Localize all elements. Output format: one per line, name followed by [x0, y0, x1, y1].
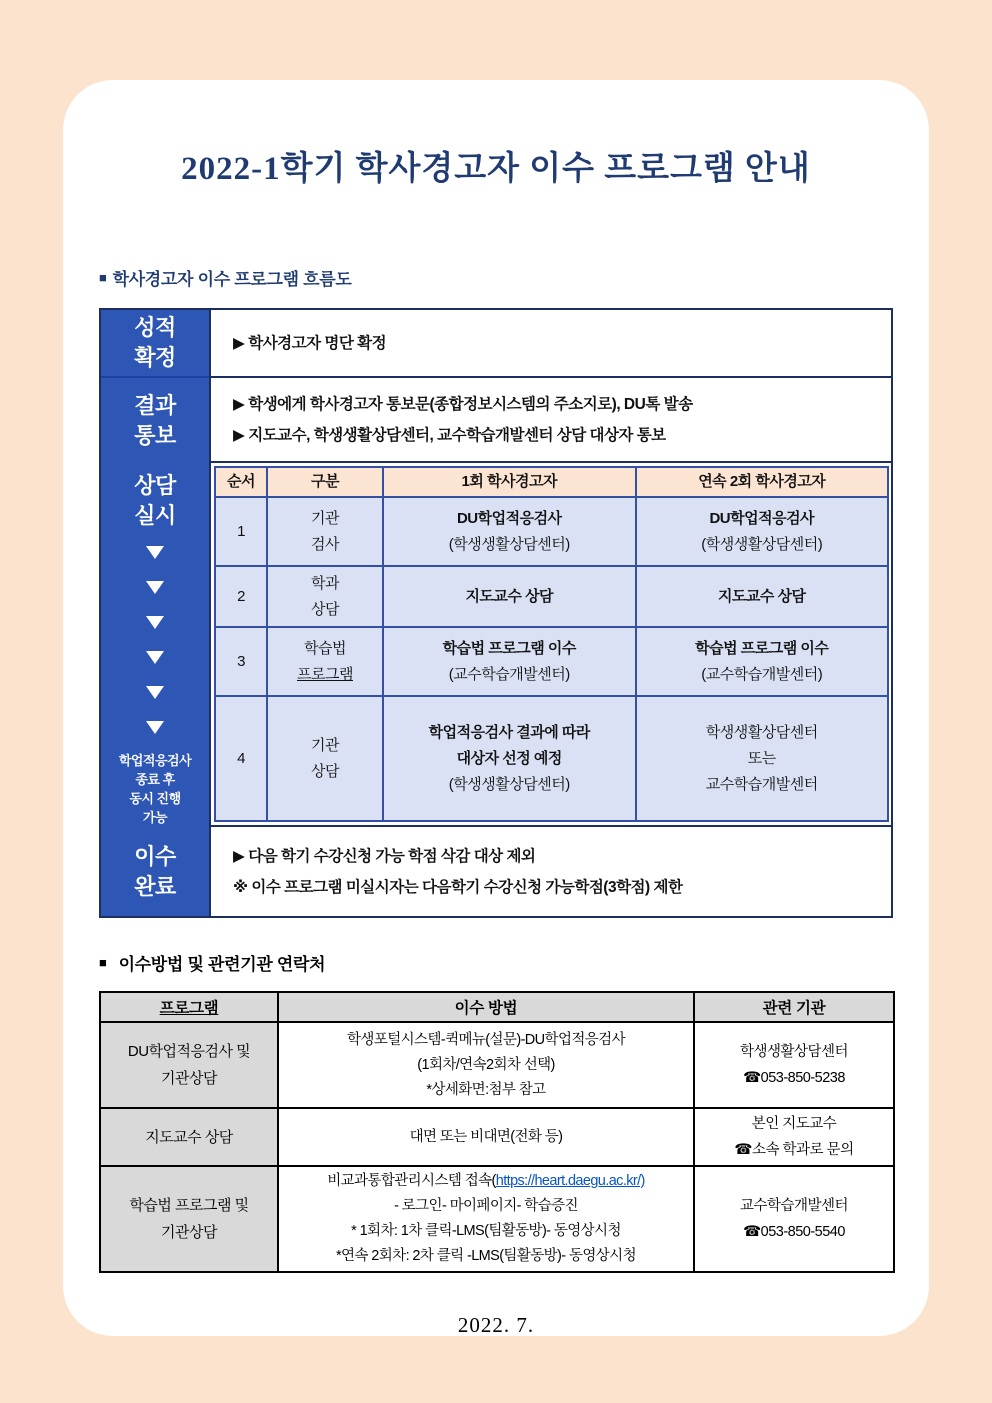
table-row: [216, 628, 887, 697]
organization-cell: [694, 1166, 894, 1272]
down-arrow-icon: [146, 686, 164, 699]
stage-note-line: 종료 후: [135, 772, 175, 787]
cell-line: (학생생활상담센터): [701, 535, 823, 553]
phone-line: ☎053-850-5540: [743, 1224, 845, 1240]
column-header: 구분: [268, 468, 384, 498]
second-warning-cell: [637, 567, 888, 628]
row-number: 4: [216, 697, 268, 820]
stage-grade-confirm: [101, 310, 209, 378]
cell-line: 학생포털시스템-퀵메뉴(설문)-DU학업적응검사: [347, 1031, 625, 1048]
cell-line: (1회차/연속2회차 선택): [417, 1056, 555, 1073]
cell-line: 대면 또는 비대면(전화 등): [409, 1128, 563, 1145]
stage-counseling: [101, 463, 209, 827]
stage-note-line: 가능: [142, 810, 168, 825]
first-warning-cell: [384, 498, 637, 567]
cell-line: 대상자 선정 예정: [456, 749, 562, 767]
organization-cell: [694, 1022, 894, 1108]
flow-section-title: 학사경고자 이수 프로그램 흐름도: [112, 270, 352, 289]
program-cell: [100, 1022, 278, 1108]
cell-line: * 1회차: 1차 클릭-LMS(팀활동방)- 동영상시청: [351, 1223, 621, 1239]
stage-label: 성적: [134, 315, 176, 340]
cell-line: 학습법 프로그램 이수: [442, 639, 576, 657]
flow-row-complete: [211, 827, 891, 916]
column-header: 관련 기관: [694, 992, 894, 1022]
cell-line: 본인 지도교수: [751, 1116, 837, 1132]
table-row: [216, 567, 887, 628]
second-warning-cell: [637, 628, 888, 697]
row-category: [268, 498, 384, 567]
flow-row-grade-confirm: [211, 310, 891, 378]
stage-label: 결과: [134, 392, 176, 418]
counseling-table-header: [216, 468, 887, 498]
cell-line: (교수학습개발센터): [448, 665, 570, 683]
table-row: [216, 697, 887, 820]
first-warning-cell: [384, 628, 637, 697]
down-arrow-icon: [146, 616, 164, 629]
category-line: 학과: [311, 574, 339, 592]
flow-row-line: ※ 이수 프로그램 미실시자는 다음학기 수강신청 가능학점(3학점) 제한: [233, 878, 683, 896]
flow-row-counseling: [211, 463, 891, 827]
flow-stage-column: [101, 310, 211, 916]
category-line: 상담: [311, 762, 339, 780]
category-line: 검사: [311, 535, 339, 553]
down-arrow-icon: [146, 721, 164, 734]
column-header: 연속 2회 학사경고자: [637, 468, 888, 498]
column-header: 1회 학사경고자: [384, 468, 637, 498]
cell-line: - 로그인- 마이페이지- 학습증진: [394, 1198, 578, 1214]
method-cell: [278, 1166, 694, 1272]
row-category: [268, 567, 384, 628]
cell-line: 학습법 프로그램 및: [129, 1197, 249, 1214]
cell-line: *연속 2회차: 2차 클릭 -LMS(팀활동방)- 동영상시청: [336, 1248, 636, 1264]
category-line: 기관: [311, 509, 339, 527]
category-line: 상담: [311, 600, 339, 618]
cell-line: (학생생활상담센터): [448, 775, 570, 793]
contact-section-title: 이수방법 및 관련기관 연락처: [118, 955, 326, 974]
program-cell: [100, 1108, 278, 1166]
flow-row-result-notice: [211, 378, 891, 463]
cell-line: 지도교수 상담: [465, 587, 554, 605]
row-number: 1: [216, 498, 268, 567]
table-row: [100, 1108, 894, 1166]
row-category: [268, 697, 384, 820]
flow-row-line: ▶ 학사경고자 명단 확정: [233, 334, 387, 352]
cell-line: (교수학습개발센터): [701, 665, 823, 683]
row-number: 3: [216, 628, 268, 697]
table-row: [216, 498, 887, 567]
method-cell: [278, 1022, 694, 1108]
cell-line: DU학업적응검사 및: [127, 1043, 251, 1060]
cell-line: DU학업적응검사: [709, 509, 815, 527]
stage-note-line: 동시 진행: [129, 791, 181, 806]
cell-line: (학생생활상담센터): [448, 535, 570, 553]
cell-line: *상세화면:첨부 참고: [426, 1081, 546, 1098]
cell-line: [283, 1169, 689, 1194]
phone-line: ☎소속 학과로 문의: [734, 1142, 854, 1158]
cell-line: 기관상담: [161, 1070, 217, 1087]
flow-row-line: ▶ 지도교수, 학생생활상담센터, 교수학습개발센터 상담 대상자 통보: [233, 426, 666, 444]
square-bullet-icon: ■: [99, 270, 107, 285]
contact-section-heading: [99, 950, 893, 975]
document-date: 2022. 7.: [457, 1313, 535, 1337]
row-category: [268, 628, 384, 697]
cell-line: 기관상담: [161, 1224, 217, 1241]
down-arrow-icon: [146, 546, 164, 559]
heart-system-link[interactable]: https://heart.daegu.ac.kr/): [495, 1173, 645, 1189]
cell-text: 비교과통합관리시스템 접속(: [327, 1173, 496, 1189]
cell-line: 교수학습개발센터: [705, 775, 818, 793]
table-row: [100, 1166, 894, 1272]
stage-label: 실시: [134, 503, 176, 528]
cell-line: 학생생활상담센터: [705, 723, 818, 741]
flow-content-column: [211, 310, 891, 916]
stage-label: 이수: [134, 843, 176, 869]
organization-cell: [694, 1108, 894, 1166]
down-arrow-icon: [146, 581, 164, 594]
cell-line: 지도교수 상담: [145, 1128, 233, 1146]
stage-result-notice: [101, 378, 209, 463]
stage-note: [119, 751, 191, 827]
cell-line: DU학업적응검사: [456, 509, 562, 527]
cell-line: 학습법 프로그램 이수: [695, 639, 829, 657]
stage-label: 통보: [134, 422, 176, 448]
stage-label: 확정: [134, 345, 176, 370]
table-row: [100, 1022, 894, 1108]
column-header: 순서: [216, 468, 268, 498]
flow-table: [99, 308, 893, 918]
stage-note-line: 학업적응검사: [118, 753, 192, 768]
first-warning-cell: [384, 697, 637, 820]
first-warning-cell: [384, 567, 637, 628]
column-header: 이수 방법: [278, 992, 694, 1022]
program-cell: [100, 1166, 278, 1272]
cell-line: 또는: [747, 749, 776, 767]
contact-table: [99, 991, 895, 1273]
cell-line: 학생생활상담센터: [739, 1044, 849, 1060]
phone-line: ☎053-850-5238: [743, 1070, 845, 1086]
square-bullet-icon: ■: [99, 955, 107, 970]
second-warning-cell: [637, 697, 888, 820]
stage-complete: [101, 827, 209, 916]
counseling-table: [214, 466, 889, 822]
contact-table-header: [100, 992, 894, 1022]
row-number: 2: [216, 567, 268, 628]
cell-line: 교수학습개발센터: [739, 1198, 849, 1214]
stage-label: 완료: [134, 873, 176, 899]
flow-row-line: ▶ 학생에게 학사경고자 통보문(종합정보시스템의 주소지로), DU톡 발송: [233, 395, 693, 413]
down-arrow-icon: [146, 651, 164, 664]
category-line: 프로그램: [297, 665, 353, 683]
notice-card: [63, 80, 929, 1336]
column-header: 프로그램: [100, 992, 278, 1022]
method-cell: [278, 1108, 694, 1166]
page-title: 2022-1학기 학사경고자 이수 프로그램 안내: [181, 151, 811, 187]
category-line: 기관: [311, 736, 339, 754]
cell-line: 지도교수 상담: [717, 587, 806, 605]
second-warning-cell: [637, 498, 888, 567]
cell-line: 학업적응검사 결과에 따라: [428, 723, 590, 741]
category-line: 학습법: [304, 639, 346, 657]
flow-section-heading: [99, 265, 893, 290]
stage-label: 상담: [134, 473, 176, 498]
flow-row-line: ▶ 다음 학기 수강신청 가능 학점 삭감 대상 제외: [233, 847, 536, 865]
